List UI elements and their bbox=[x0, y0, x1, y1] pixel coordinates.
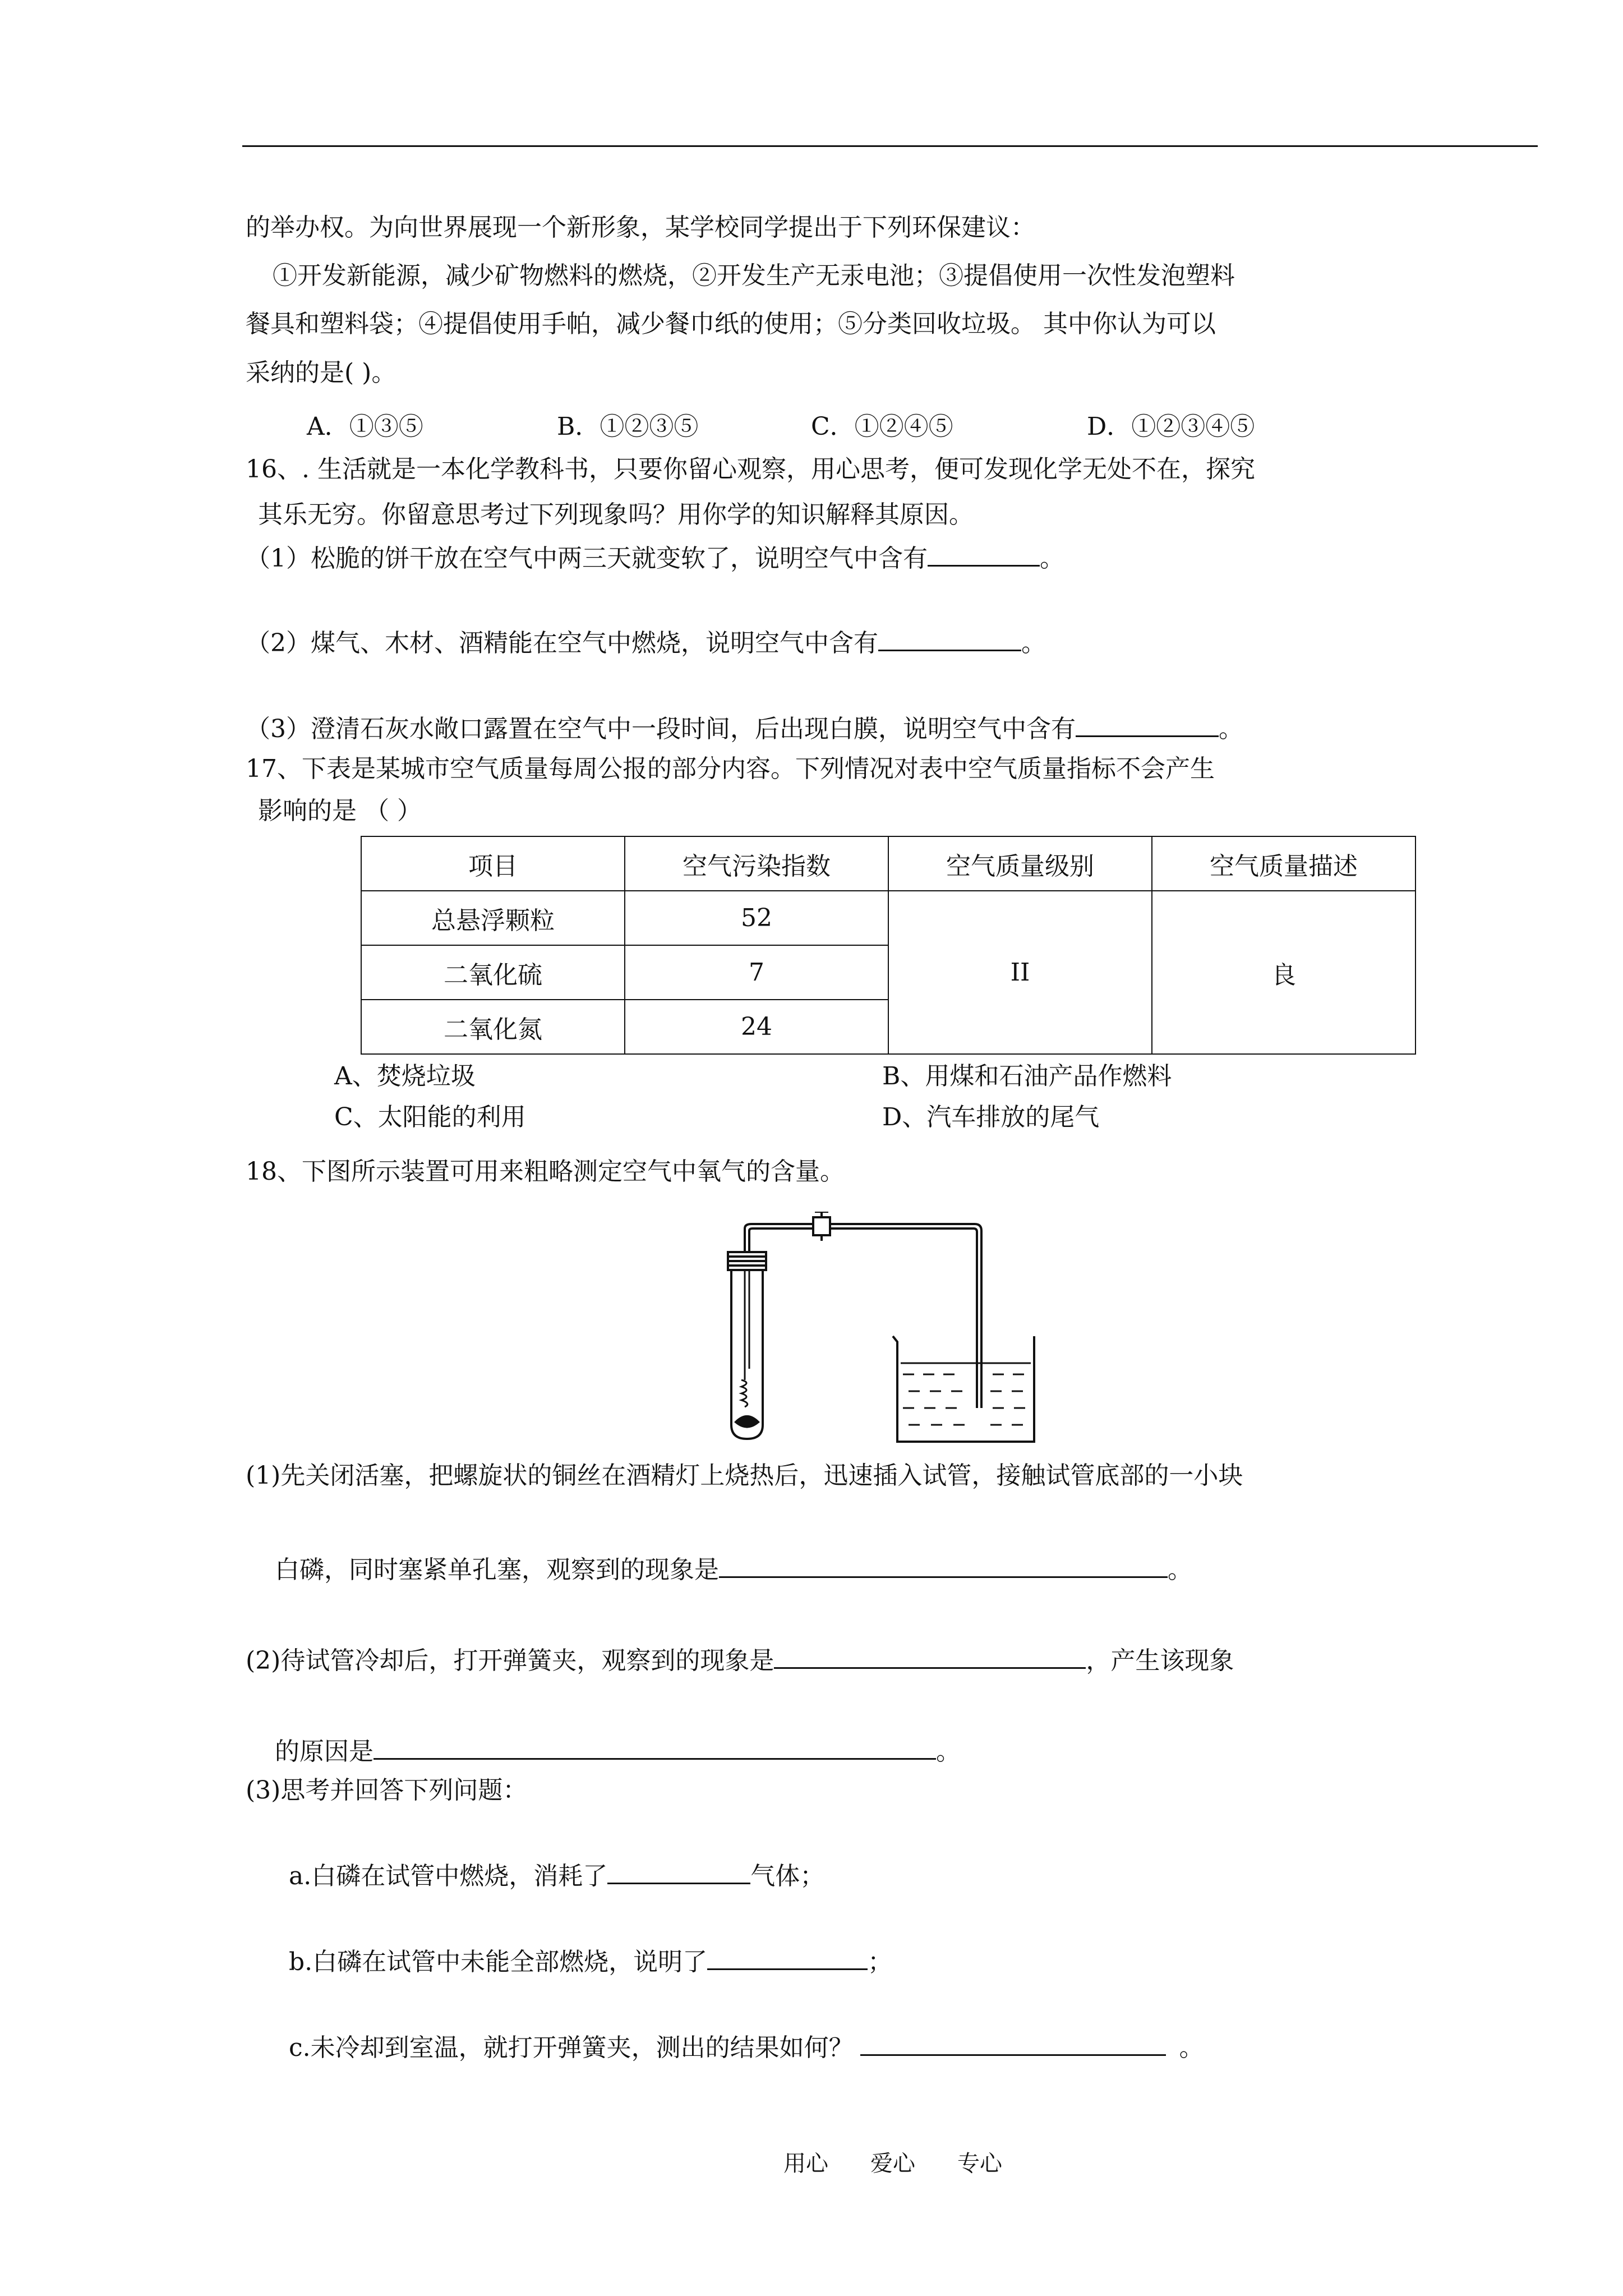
test-tube bbox=[731, 1268, 763, 1439]
q17-option-c: C、太阳能的利用 bbox=[334, 1103, 526, 1131]
table-header: 项目 bbox=[361, 836, 625, 891]
q16-stem-line2: 其乐无穷。你留意思考过下列现象吗？用你学的知识解释其原因。 bbox=[258, 500, 974, 529]
q18-part2-blank2[interactable] bbox=[374, 1733, 936, 1760]
q16-part3-text: （3）澄清石灰水敞口露置在空气中一段时间，后出现白膜，说明空气中含有 bbox=[246, 715, 1076, 743]
header-rule bbox=[242, 145, 1538, 147]
table-cell-index: 7 bbox=[625, 945, 888, 1000]
q18-part3a: a.白磷在试管中燃烧，消耗了 气体； bbox=[289, 1858, 824, 1892]
table-cell-item: 总悬浮颗粒 bbox=[361, 891, 625, 945]
q18-part1-blank[interactable] bbox=[719, 1552, 1168, 1578]
q15-option-c: C．①②④⑤ bbox=[811, 412, 953, 441]
q18-part2-line2: 的原因是 。 bbox=[275, 1733, 961, 1768]
q18-part2-line1: (2)待试管冷却后，打开弹簧夹，观察到的现象是 ，产生该现象 bbox=[246, 1642, 1234, 1677]
q15-option-b: B．①②③⑤ bbox=[557, 412, 699, 441]
footer-text-2: 爱心 bbox=[870, 2151, 915, 2177]
q16-part1: （1）松脆的饼干放在空气中两三天就变软了，说明空气中含有 。 bbox=[246, 540, 1064, 574]
q16-part1-blank[interactable] bbox=[928, 540, 1040, 567]
q15-line1: 的举办权。为向世界展现一个新形象，某学校同学提出于下列环保建议： bbox=[246, 213, 1035, 242]
table-header: 空气质量描述 bbox=[1152, 836, 1415, 891]
table-cell-item: 二氧化硫 bbox=[361, 945, 625, 1000]
rubber-stopper bbox=[728, 1252, 766, 1270]
q18-part3b-text: b.白磷在试管中未能全部燃烧，说明了 bbox=[289, 1948, 708, 1976]
table-row bbox=[361, 891, 1415, 945]
q18-part3b-blank[interactable] bbox=[707, 1944, 868, 1970]
q17-option-a: A、焚烧垃圾 bbox=[334, 1062, 476, 1091]
q18-stem: 18、下图所示装置可用来粗略测定空气中氧气的含量。 bbox=[246, 1157, 845, 1186]
delivery-tube bbox=[745, 1224, 981, 1408]
table-cell-item: 二氧化氮 bbox=[361, 1000, 625, 1054]
q18-part3a-text: a.白磷在试管中燃烧，消耗了 bbox=[289, 1862, 608, 1890]
q18-part3c: c.未冷却到室温，就打开弹簧夹，测出的结果如何？ 。 bbox=[289, 2030, 1204, 2064]
q18-part2-blank1[interactable] bbox=[774, 1642, 1086, 1669]
table-header: 空气污染指数 bbox=[625, 836, 888, 891]
copper-spiral bbox=[741, 1270, 749, 1407]
q16-part2-blank[interactable] bbox=[878, 625, 1021, 651]
q17-option-b: B、用煤和石油产品作燃料 bbox=[882, 1062, 1172, 1091]
table-header: 空气质量级别 bbox=[888, 836, 1152, 891]
q15-line3: 餐具和塑料袋；④提倡使用手帕，减少餐巾纸的使用；⑤分类回收垃圾。 其中你认为可以 bbox=[246, 310, 1216, 338]
q18-part3b: b.白磷在试管中未能全部燃烧，说明了 ； bbox=[289, 1944, 892, 1978]
q16-part2: （2）煤气、木材、酒精能在空气中燃烧，说明空气中含有 。 bbox=[246, 625, 1046, 659]
q15-line2: ①开发新能源，减少矿物燃料的燃烧，②开发生产无汞电池；③提倡使用一次性发泡塑料 bbox=[273, 261, 1235, 290]
table-cell-level: II bbox=[888, 891, 1152, 1054]
q18-part3c-text: c.未冷却到室温，就打开弹簧夹，测出的结果如何？ bbox=[289, 2033, 854, 2062]
table-cell-description: 良 bbox=[1152, 891, 1415, 1054]
apparatus-diagram bbox=[712, 1212, 1060, 1447]
beaker bbox=[893, 1336, 1034, 1442]
q18-part3: (3)思考并回答下列问题： bbox=[246, 1776, 528, 1805]
q16-part1-text: （1）松脆的饼干放在空气中两三天就变软了，说明空气中含有 bbox=[246, 544, 928, 573]
air-quality-table bbox=[361, 836, 1416, 1055]
q18-part1-text: 白磷，同时塞紧单孔塞，观察到的现象是 bbox=[275, 1556, 719, 1584]
q18-part3a-blank[interactable] bbox=[607, 1858, 750, 1884]
q16-part3: （3）澄清石灰水敞口露置在空气中一段时间，后出现白膜，说明空气中含有 。 bbox=[246, 711, 1243, 745]
table-cell-index: 24 bbox=[625, 1000, 888, 1054]
q17-stem-line2: 影响的是 （ ） bbox=[258, 797, 422, 825]
spring-clip bbox=[813, 1212, 830, 1241]
q16-part3-blank[interactable] bbox=[1076, 711, 1219, 737]
q18-part1-line1: (1)先关闭活塞，把螺旋状的铜丝在酒精灯上烧热后，迅速插入试管，接触试管底部的一小块 bbox=[246, 1461, 1243, 1490]
table-cell-index: 52 bbox=[625, 891, 888, 945]
table-header-row bbox=[361, 836, 1415, 891]
q15-line4: 采纳的是( )。 bbox=[246, 358, 396, 387]
white-phosphorus bbox=[736, 1416, 758, 1427]
footer-text-1: 用心 bbox=[783, 2151, 828, 2177]
q18-part2-text: (2)待试管冷却后，打开弹簧夹，观察到的现象是 bbox=[246, 1646, 774, 1675]
water bbox=[901, 1363, 1031, 1425]
q18-part2-reason-text: 的原因是 bbox=[275, 1737, 374, 1766]
q18-part1-line2: 白磷，同时塞紧单孔塞，观察到的现象是 。 bbox=[275, 1552, 1192, 1586]
q18-part3c-blank[interactable] bbox=[860, 2030, 1166, 2056]
q17-option-d: D、汽车排放的尾气 bbox=[882, 1103, 1100, 1131]
q16-stem-line1: 16、. 生活就是一本化学教科书，只要你留心观察，用心思考，便可发现化学无处不在，探究 bbox=[246, 455, 1255, 484]
footer-text-3: 专心 bbox=[957, 2151, 1002, 2177]
q16-part2-text: （2）煤气、木材、酒精能在空气中燃烧，说明空气中含有 bbox=[246, 629, 878, 657]
q17-stem-line1: 17、下表是某城市空气质量每周公报的部分内容。下列情况对表中空气质量指标不会产生 bbox=[246, 754, 1215, 783]
q15-option-d: D．①②③④⑤ bbox=[1087, 412, 1255, 441]
q15-option-a: A．①③⑤ bbox=[307, 412, 423, 441]
